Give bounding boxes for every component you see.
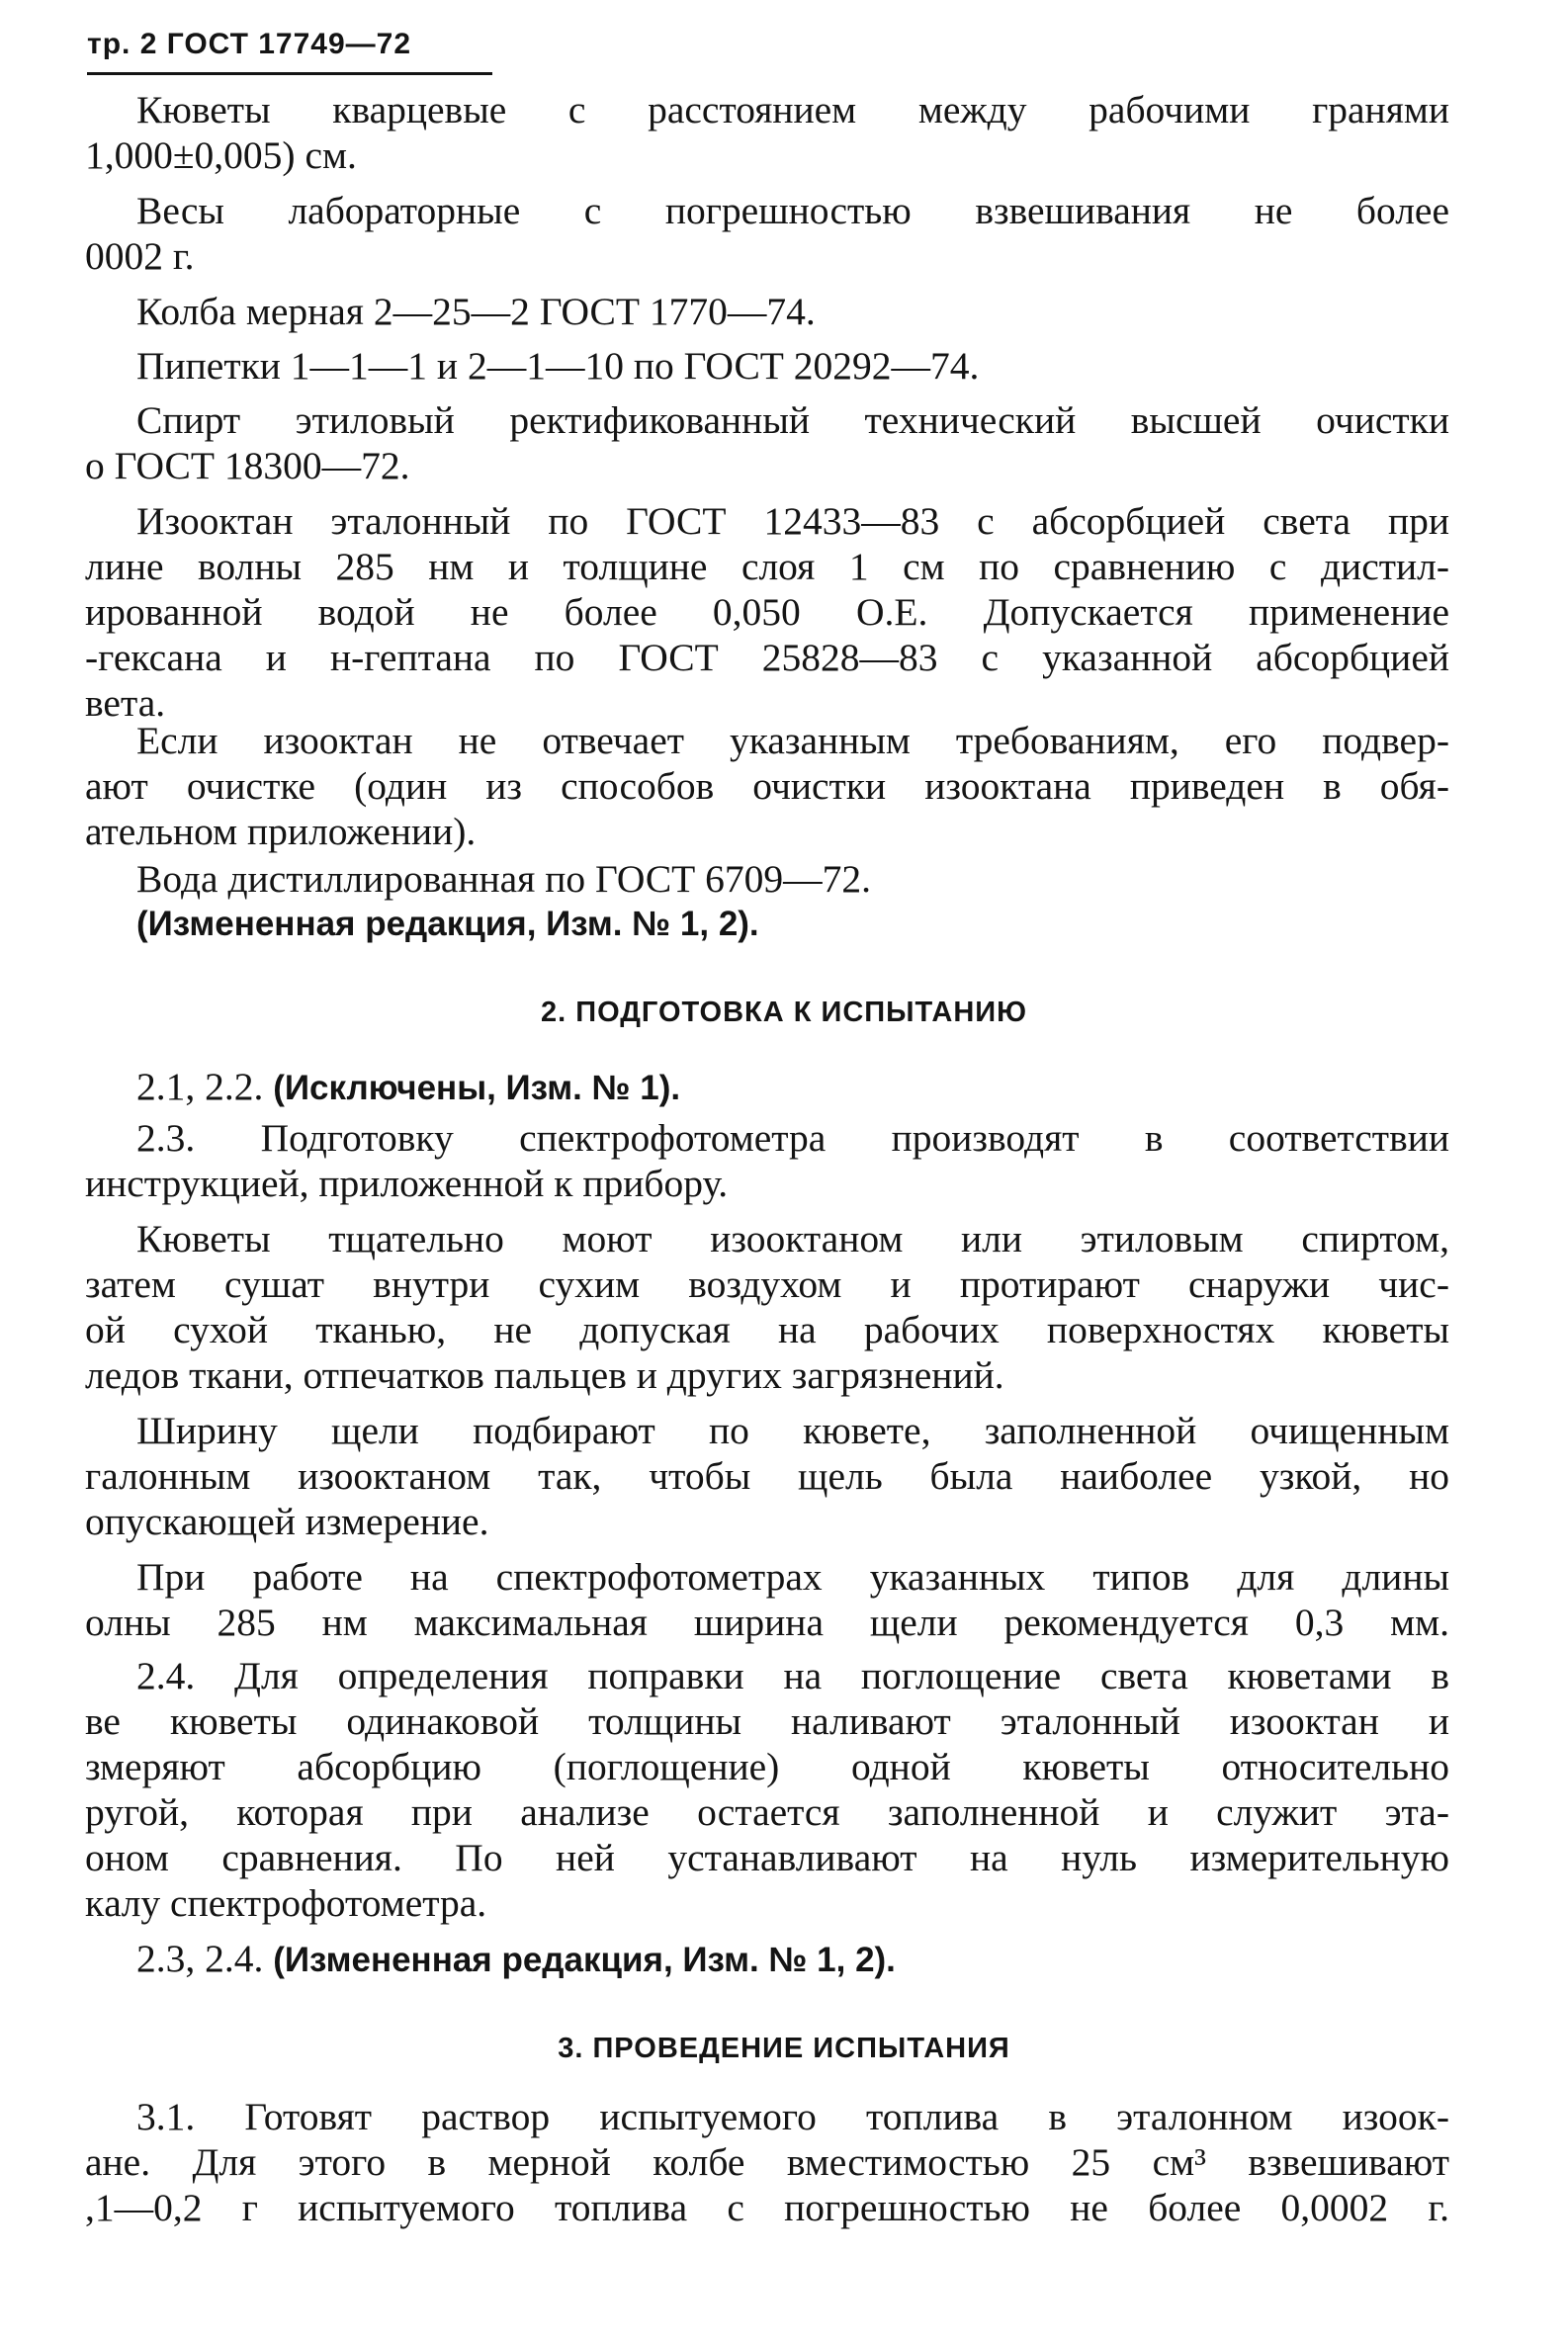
text-line: ледов ткани, отпечатков пальцев и других загрязнений. bbox=[85, 1353, 1004, 1397]
text-line: -гексана и н-гептана по ГОСТ 25828—83 с указанной абсорбцией bbox=[85, 636, 1449, 679]
text-line: Кюветы тщательно моют изооктаном или этиловым спиртом, bbox=[136, 1217, 1449, 1260]
text-line: ,1—0,2 г испытуемого топлива с погрешностью не более 0,0002 г. bbox=[85, 2186, 1449, 2229]
clause-number: 2.3, 2.4. bbox=[136, 1937, 274, 1980]
clause-number: 2.1, 2.2. bbox=[136, 1065, 274, 1108]
text-line: 0002 г. bbox=[85, 234, 195, 278]
text-line: ированной водой не более 0,050 О.Е. Допускается применение bbox=[85, 590, 1449, 634]
header-rule bbox=[87, 72, 492, 75]
text-line: оном сравнения. По ней устанавливают на нуль измерительную bbox=[85, 1836, 1449, 1879]
section-heading: 3. ПРОВЕДЕНИЕ ИСПЫТАНИЯ bbox=[558, 2033, 1010, 2064]
text-line: вета. bbox=[85, 681, 166, 725]
text-line: ой сухой тканью, не допуская на рабочих поверхностях кюветы bbox=[85, 1308, 1449, 1351]
text-line: Если изооктан не отвечает указанным требованиям, его подвер- bbox=[136, 719, 1449, 762]
text-line: лине волны 285 нм и толщине слоя 1 см по сравнению с дистил- bbox=[85, 545, 1449, 588]
page-header: тр. 2 ГОСТ 17749—72 bbox=[87, 28, 412, 60]
text-line: 1,000±0,005) см. bbox=[85, 133, 357, 177]
amendment-note: (Измененная редакция, Изм. № 1, 2). bbox=[136, 905, 759, 943]
text-line: затем сушат внутри сухим воздухом и протирают снаружи чис- bbox=[85, 1262, 1449, 1306]
text-line: олны 285 нм максимальная ширина щели рекомендуется 0,3 мм. bbox=[85, 1601, 1449, 1644]
text-line: Колба мерная 2—25—2 ГОСТ 1770—74. bbox=[136, 290, 816, 333]
text-line: Спирт этиловый ректификованный технический высшей очистки bbox=[136, 398, 1449, 442]
text-line: 2.3. Подготовку спектрофотометра производят в соответствии bbox=[136, 1116, 1449, 1160]
text-line: ругой, которая при анализе остается заполненной и служит эта- bbox=[85, 1790, 1449, 1834]
text-line: ане. Для этого в мерной колбе вместимостью 25 см³ взвешивают bbox=[85, 2140, 1449, 2184]
text-line: змеряют абсорбцию (поглощение) одной кюветы относительно bbox=[85, 1745, 1449, 1788]
text-line: ают очистке (один из способов очистки изооктана приведен в обя- bbox=[85, 764, 1449, 808]
amendment-note: (Исключены, Изм. № 1). bbox=[273, 1069, 681, 1107]
text-line: Вода дистиллированная по ГОСТ 6709—72. bbox=[136, 857, 872, 901]
text-line: о ГОСТ 18300—72. bbox=[85, 444, 410, 487]
text-line: ве кюветы одинаковой толщины наливают эталонный изооктан и bbox=[85, 1699, 1449, 1743]
text-line: галонным изооктаном так, чтобы щель была наиболее узкой, но bbox=[85, 1454, 1449, 1498]
amendment-note: (Измененная редакция, Изм. № 1, 2). bbox=[273, 1941, 896, 1979]
text-line: При работе на спектрофотометрах указанных типов для длины bbox=[136, 1555, 1449, 1599]
text-line: Изооктан эталонный по ГОСТ 12433—83 с абсорбцией света при bbox=[136, 499, 1449, 543]
text-line: опускающей измерение. bbox=[85, 1500, 489, 1543]
section-heading: 2. ПОДГОТОВКА К ИСПЫТАНИЮ bbox=[540, 997, 1028, 1028]
text-line: Весы лабораторные с погрешностью взвешивания не более bbox=[136, 189, 1449, 232]
text-line: Кюветы кварцевые с расстоянием между рабочими гранями bbox=[136, 88, 1449, 131]
text-line bbox=[136, 1064, 1501, 1111]
text-line: ательном приложении). bbox=[85, 810, 477, 853]
text-line: Ширину щели подбирают по кювете, заполненной очищенным bbox=[136, 1409, 1449, 1452]
text-line: 3.1. Готовят раствор испытуемого топлива в эталонном изоок- bbox=[136, 2095, 1449, 2138]
text-line: кaлу спектрофотометра. bbox=[85, 1881, 487, 1925]
text-line: Пипетки 1—1—1 и 2—1—10 по ГОСТ 20292—74. bbox=[136, 344, 980, 388]
text-line: 2.4. Для определения поправки на поглощение света кюветами в bbox=[136, 1654, 1449, 1697]
text-line bbox=[136, 1936, 1501, 1983]
text-line: инструкцией, приложенной к прибору. bbox=[85, 1162, 729, 1205]
